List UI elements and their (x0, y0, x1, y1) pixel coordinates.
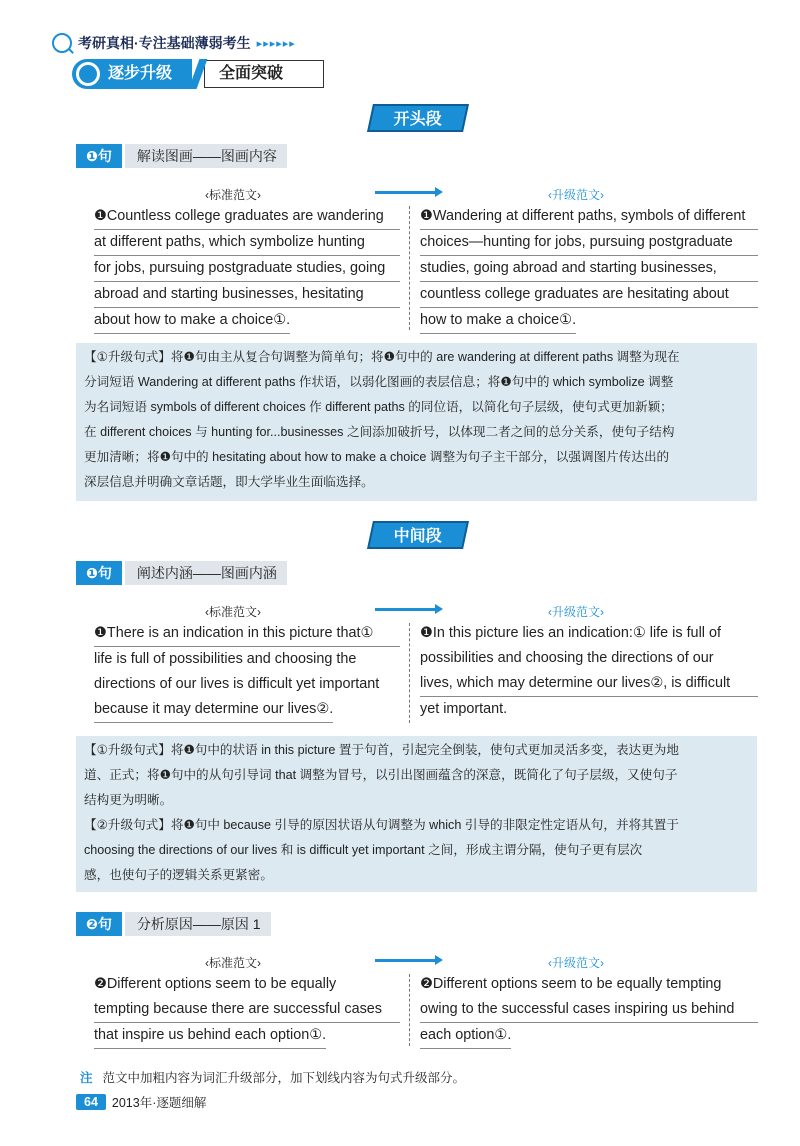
upgraded-text-2: ❶In this picture lies an indication:① life is full of possibilities and choosing the directions of our lives, which may determine our lives②, is difficult yet important. (420, 621, 758, 731)
standard-label: ‹标准范文› (205, 605, 261, 619)
upgraded-label: ‹升级范文› (548, 956, 604, 970)
standard-label: ‹标准范文› (205, 188, 261, 202)
sentence-label: 解读图画——图画内容 (122, 144, 287, 168)
series-title: 考研真相·专注基础薄弱考生 (78, 35, 251, 51)
footnote-tag: 注 (80, 1070, 93, 1085)
upgrade-note-1: 【①升级句式】将❶句由主从复合句调整为简单句；将❶句中的 are wandering at different paths 调整为现在 分词短语 Wandering at different paths 作状语，以弱化图画的表层信息；将❶句中的 which symbolize 调整 为名词短语 symbols of different choices 作 different paths 的同位语，以简化句子层级，使句式更加新颖； 在 different choices 与 hunting for...businesses 之间添加破折号，以体现二者之间的总分关系，使句子结构 更加清晰；将❶句中的 hesitating about how to make a choice 调整为句子主干部分，以强调图片传达出的 深层信息并明确文章话题，即大学毕业生面临选择。 (76, 343, 757, 501)
upgraded-text-3: ❷Different options seem to be equally tempting owing to the successful cases inspiring us behind each option①. (420, 972, 758, 1058)
standard-text-3: ❷Different options seem to be equally tempting because there are successful cases that inspire us behind each option①. (94, 972, 400, 1058)
sentence-number: ❷句 (76, 912, 122, 936)
standard-label: ‹标准范文› (205, 956, 261, 970)
footnote (80, 1068, 465, 1086)
sentence-number: ❶句 (76, 144, 122, 168)
sentence-number: ❶句 (76, 561, 122, 585)
sentence-tag-1 (76, 144, 287, 168)
banner-left: 逐步升级 (72, 59, 192, 89)
upgrade-note-2: 【①升级句式】将❶句中的状语 in this picture 置于句首，引起完全倒装，使句式更加灵活多变，表达更为地 道、正式；将❶句中的从句引导词 that 调整为冒号，以引出图画蕴含的深意，既简化了句子层级，又使句子 结构更为明晰。 【②升级句式】将❶句中 because 引导的原因状语从句调整为 which 引导的非限定性定语从句，并将其置于 choosing the directions of our lives 和 is difficult yet important 之间，形成主谓分隔，使句子更有层次 感，也使句子的逻辑关系更紧密。 (76, 736, 757, 892)
standard-text-2: ❶There is an indication in this picture that① life is full of possibilities and choosing the directions of our lives is difficult yet important because it may determine our lives②. (94, 621, 400, 732)
section-title-middle: 中间段 (367, 521, 469, 549)
upgraded-text-1: ❶Wandering at different paths, symbols of different choices—hunting for jobs, pursuing postgraduate studies, going abroad and starting businesses, countless college graduates are hesitating about how to make a choice①. (420, 204, 758, 343)
sentence-tag-3 (76, 912, 271, 936)
sentence-label: 分析原因——原因 1 (122, 912, 271, 936)
page-footer (76, 1093, 206, 1111)
upgrade-arrow-icon (375, 608, 437, 611)
footnote-text: 范文中加粗内容为词汇升级部分，加下划线内容为句式升级部分。 (102, 1070, 466, 1085)
upgraded-label: ‹升级范文› (548, 605, 604, 619)
footer-text: 2013年·逐题细解 (111, 1096, 207, 1110)
upgraded-label: ‹升级范文› (548, 188, 604, 202)
upgrade-arrow-icon (375, 191, 437, 194)
series-header (52, 33, 296, 53)
column-divider (409, 623, 410, 723)
sentence-label: 阐述内涵——图画内涵 (122, 561, 287, 585)
standard-text-1: ❶Countless college graduates are wandering at different paths, which symbolize hunting for jobs, pursuing postgraduate studies, going abroad and starting businesses, hesitating about how to make a choice①. (94, 204, 400, 343)
section-title-opening: 开头段 (367, 104, 469, 132)
column-divider (409, 974, 410, 1046)
chapter-banner (72, 59, 324, 89)
search-logo-icon (52, 33, 72, 53)
column-divider (409, 206, 410, 330)
sentence-tag-2 (76, 561, 287, 585)
upgrade-arrow-icon (375, 959, 437, 962)
banner-right: 全面突破 (204, 60, 324, 88)
page-number: 64 (76, 1094, 106, 1110)
arrows-decoration: ▸▸▸▸▸▸ (256, 37, 296, 50)
